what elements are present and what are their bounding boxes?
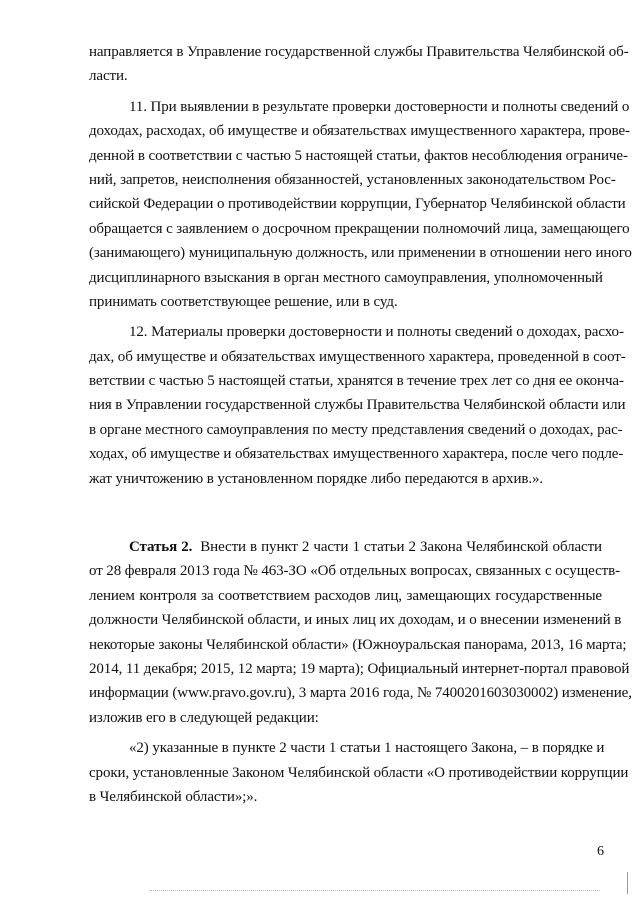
text-line: дисциплинарного взыскания в орган местного самоуправления, уполномоченный [89,269,603,286]
text-line: денной в соответствии с частью 5 настоящей статьи, фактов несоблюдения ограниче- [89,147,628,164]
text-line: информации (www.pravo.gov.ru), 3 марта 2016 года, № 7400201603030002) изменение, [89,685,632,702]
text-line: обращается с заявлением о досрочном прекращении полномочий лица, замещающего [89,220,630,237]
text-line: ласти. [89,68,128,85]
text-line: ний, запретов, неисполнения обязанностей, установленных законодательством Рос- [89,171,616,188]
page-number: 6 [597,844,604,859]
text-line: направляется в Управление государственной службы Правительства Челябинской об- [89,44,629,60]
text-line [89,535,602,559]
text-line: лением контроля за соответствием расходов лиц, замещающих государственные [89,587,602,604]
text-line: 11. При выявлении в результате проверки достоверности и полноты сведений о [129,98,630,115]
amendment-text [89,736,629,809]
text-line: 12. Материалы проверки достоверности и полноты сведений о доходах, расхо- [129,324,624,341]
article-text: Внести в пункт 2 части 1 статьи 2 Закона Челябинской области [200,539,602,556]
paragraph-12 [89,320,626,491]
text-line: сроки, установленные Законом Челябинской области «О противодействии коррупции [89,764,629,781]
text-line: ветствии с частью 5 настоящей статьи, хранятся в течение трех лет со дня ее оконча- [89,373,624,390]
text-line: «2) указанные в пункте 2 части 1 статьи 1 настоящего Закона, – в порядке и [129,740,605,757]
scan-artifact-dots [150,890,600,891]
paragraph-11 [89,95,632,315]
text-line: в Челябинской области»;». [89,788,258,805]
text-line: ния в Управлении государственной службы Правительства Челябинской области или [89,397,626,414]
text-line: сийской Федерации о противодействии коррупции, Губернатор Челябинской области [89,196,626,213]
text-line: некоторые законы Челябинской области» (Южноуральская панорама, 2013, 16 марта; [89,636,627,653]
text-line: доходах, расходах, об имуществе и обязательствах имущественного характера, прове- [89,123,630,140]
text-line: должности Челябинской области, и иных лиц их доходам, и о внесении изменений в [89,612,622,629]
scan-edge-mark [627,872,628,894]
text-line: от 28 февраля 2013 года № 463-ЗО «Об отдельных вопросах, связанных с осуществ- [89,563,620,580]
text-line: дах, об имуществе и обязательствах имущественного характера, проведенной в соот- [89,348,626,365]
text-line: в органе местного самоуправления по месту представления сведений о доходах, рас- [89,421,623,438]
text-line: жат уничтожению в установленном порядке либо передаются в архив.». [89,470,544,487]
paragraph-continuation [89,40,629,89]
text-line: (занимающего) муниципальную должность, или применении в отношении него иного [89,245,632,262]
text-line: изложив его в следующей редакции: [89,709,319,726]
article-label: Статья 2. [129,539,193,556]
text-line: 2014, 11 декабря; 2015, 12 марта; 19 марта); Официальный интернет-портал правовой [89,660,630,677]
text-line: принимать соответствующее решение, или в суд. [89,293,398,310]
text-line: ходах, об имуществе и обязательствах имущественного характера, после чего подле- [89,446,624,463]
article-2 [89,535,632,730]
